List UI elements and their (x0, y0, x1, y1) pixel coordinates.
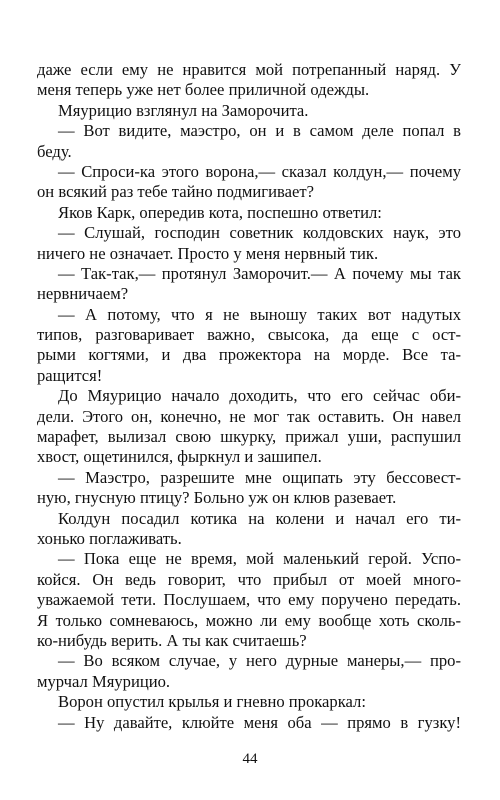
text-line: даже если ему не нравится мой потрепанный наряд. У (37, 60, 461, 79)
text-line: хвост, ощетинился, фыркнул и зашипел. (37, 447, 322, 467)
page-number: 44 (242, 751, 258, 767)
text-line: рыми когтями, и два прожектора на морде. Все та- (37, 345, 461, 365)
text-line: — Маэстро, разрешите мне ощипать эту бессовест- (58, 467, 461, 487)
text-line: Ворон опустил крылья и гневно прокаркал: (58, 692, 366, 712)
text-line: — Вот видите, маэстро, он и в самом деле попал в (58, 121, 461, 141)
text-line: ко-нибудь верить. А ты как считаешь? (37, 630, 307, 650)
text-line: марафет, вылизал свою шкурку, прижал уши, распушил (37, 427, 461, 447)
text-line: дели. Этого он, конечно, не мог так оставить. Он навел (37, 406, 461, 426)
text-line: Колдун посадил котика на колени и начал его ти- (58, 508, 461, 528)
text-line: уважаемой тети. Послушаем, что ему поручено передать. (37, 590, 461, 610)
text-line: меня теперь уже нет более приличной одежды. (37, 80, 370, 100)
text-line: нервничаем? (37, 284, 129, 304)
text-line: типов, разговаривает важно, свысока, да еще с ост- (37, 325, 461, 345)
text-line: Мяурицио взглянул на Заморочита. (58, 100, 309, 120)
text-line: — А потому, что я не выношу таких вот надутых (58, 304, 461, 324)
text-line: — Слушай, господин советник колдовских наук, это (58, 223, 461, 243)
text-line: — Ну давайте, клюйте меня оба — прямо в гузку! (58, 712, 461, 732)
text-line: Я только сомневаюсь, можно ли ему вообще хоть сколь- (37, 610, 461, 630)
text-line: беду. (37, 141, 72, 161)
text-line: — Так-так,— протянул Заморочит.— А почему мы так (58, 263, 461, 283)
text-line: он всякий раз тебе тайно подмигивает? (37, 182, 314, 202)
text-line: — Пока еще не время, мой маленький герой. Успо- (58, 549, 461, 569)
text-line: хонько поглаживать. (37, 528, 182, 548)
text-line: — Во всяком случае, у него дурные манеры,— про- (58, 651, 461, 671)
text-line: Яков Карк, опередив кота, поспешно ответил: (58, 202, 382, 222)
body-text (37, 60, 461, 733)
text-line: ную, гнусную птицу? Больно уж он клюв разевает. (37, 488, 397, 508)
text-line: До Мяурицио начало доходить, что его сейчас оби- (58, 386, 461, 406)
text-line: ничего не означает. Просто у меня нервный тик. (37, 243, 379, 263)
text-line: ращится! (37, 365, 103, 385)
text-line: — Спроси-ка этого ворона,— сказал колдун,— почему (58, 161, 461, 181)
text-line: мурчал Мяурицио. (37, 671, 171, 691)
text-line: койся. Он ведь говорит, что прибыл от моей много- (37, 569, 461, 589)
